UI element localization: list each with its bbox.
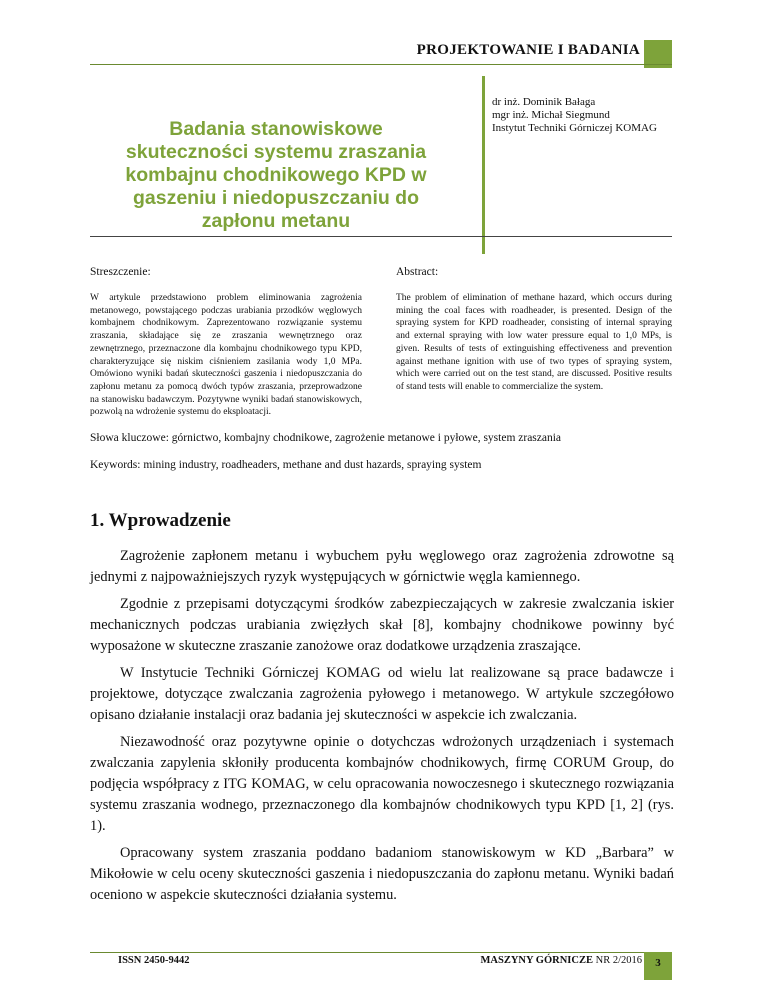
journal-issue: NR 2/2016 bbox=[592, 955, 642, 966]
streszczenie-heading: Streszczenie: bbox=[90, 266, 151, 278]
streszczenie-text: W artykule przedstawiono problem eliminowania zagrożenia metanowego, powstającego podczas urabiania przodków węglowych kombajnem chodnikowym. Zaprezentowano rozwiązanie systemu zraszania, składające się ze zraszania wewnętrznego oraz zewnętrznego, przeznaczone dla kombajnu chodnikowego typu KPD, charakteryzujące się niskim ciśnieniem zasilania wody 1,0 MPa. Omówiono wyniki badań skuteczności gaszenia i niedopuszczania do zapłonu metanu za pomocą dwóch typów zraszania, przeprowadzone na stanowisku badawczym. Pozytywne wyniki badań stanowiskowych, pozwolą na wdrożenie systemu do eksploatacji. bbox=[90, 293, 362, 418]
footer-rule bbox=[90, 952, 672, 953]
section-1-heading: 1. Wprowadzenie bbox=[90, 510, 231, 531]
abstract-text: The problem of elimination of methane hazard, which occurs during mining the coal faces with roadheader, is presented. Design of the spraying system for KPD roadheader, consisting of internal spraying and external spraying with low water pressure equal to 1,0 MPs, is given. Results of tests of extinguishing effectiveness and prevention against methane ignition with use of two types of spraying system, which were carried out on the test stand, are discussed. Positive results of stand tests will enable to commercialize the system. bbox=[396, 293, 672, 392]
section-heading bbox=[90, 510, 231, 532]
paragraph-4: Niezawodność oraz pozytywne opinie o dotychczas wdrożonych urządzeniach i systemach zwalczania zapylenia skłoniły producenta kombajnów chodnikowych, firmę CORUM Group, do podjęcia współpracy z ITG KOMAG, w celu opracowania nowoczesnego i skutecznego rozwiązania systemu zraszania wodnego, przeznaczonego dla kombajnów chodnikowych typu KPD [1, 2] (rys. 1). bbox=[90, 734, 674, 834]
running-header: PROJEKTOWANIE I BADANIA bbox=[416, 42, 640, 58]
author-block bbox=[492, 96, 657, 135]
title-rule bbox=[90, 236, 672, 237]
paragraph-5: Opracowany system zraszania poddano badaniom stanowiskowym w KD „Barbara” w Mikołowie w celu oceny skuteczności gaszenia i niedopuszczania do zapłonu metanu. Wyniki badań oceniono w aspekcie skuteczności działania systemu. bbox=[90, 845, 674, 903]
journal-name: MASZYNY GÓRNICZE bbox=[480, 955, 593, 966]
paragraph-2: Zgodnie z przepisami dotyczącymi środków zabezpieczających w zakresie zwalczania iskier mechanicznych podczas urabiania zwięzłych skał [8], kombajny chodnikowe powinny być wyposażone w skuteczne zraszanie zanożowe oraz dodatkowe urządzenia zraszające. bbox=[90, 596, 674, 654]
keywords-pl: Słowa kluczowe: górnictwo, kombajny chodnikowe, zagrożenie metanowe i pyłowe, system zraszania bbox=[90, 432, 562, 444]
paragraph-3: W Instytucie Techniki Górniczej KOMAG od wielu lat realizowane są prace badawcze i projektowe, dotyczące zwalczania zagrożenia pyłowego i metanowego. W artykule szczegółowo opisano działanie instalacji oraz badania jej skuteczności w aspekcie ich zwalczania. bbox=[90, 665, 674, 723]
article-title: Badania stanowiskowe skuteczności systemu zraszania kombajnu chodnikowego KPD w gaszeniu i niedopuszczaniu do zapłonu metanu bbox=[125, 118, 427, 232]
header-rule bbox=[90, 64, 672, 65]
title-divider-vertical bbox=[482, 76, 485, 254]
author-1: dr inż. Dominik Bałaga bbox=[492, 96, 596, 108]
keywords-en: Keywords: mining industry, roadheaders, methane and dust hazards, spraying system bbox=[90, 459, 482, 471]
abstract-heading: Abstract: bbox=[396, 266, 439, 278]
section-1-body bbox=[90, 546, 674, 912]
paragraph-1: Zagrożenie zapłonem metanu i wybuchem pyłu węglowego oraz zagrożenia zdrowotne są jednymi z najpoważniejszych ryzyk występujących w górnictwie węgla kamiennego. bbox=[90, 548, 674, 585]
author-2: mgr inż. Michał Siegmund bbox=[492, 109, 610, 121]
author-affiliation: Instytut Techniki Górniczej KOMAG bbox=[492, 122, 657, 134]
footer-journal bbox=[480, 955, 642, 966]
footer-issn: ISSN 2450-9442 bbox=[118, 955, 190, 966]
page-number: 3 bbox=[655, 957, 661, 969]
